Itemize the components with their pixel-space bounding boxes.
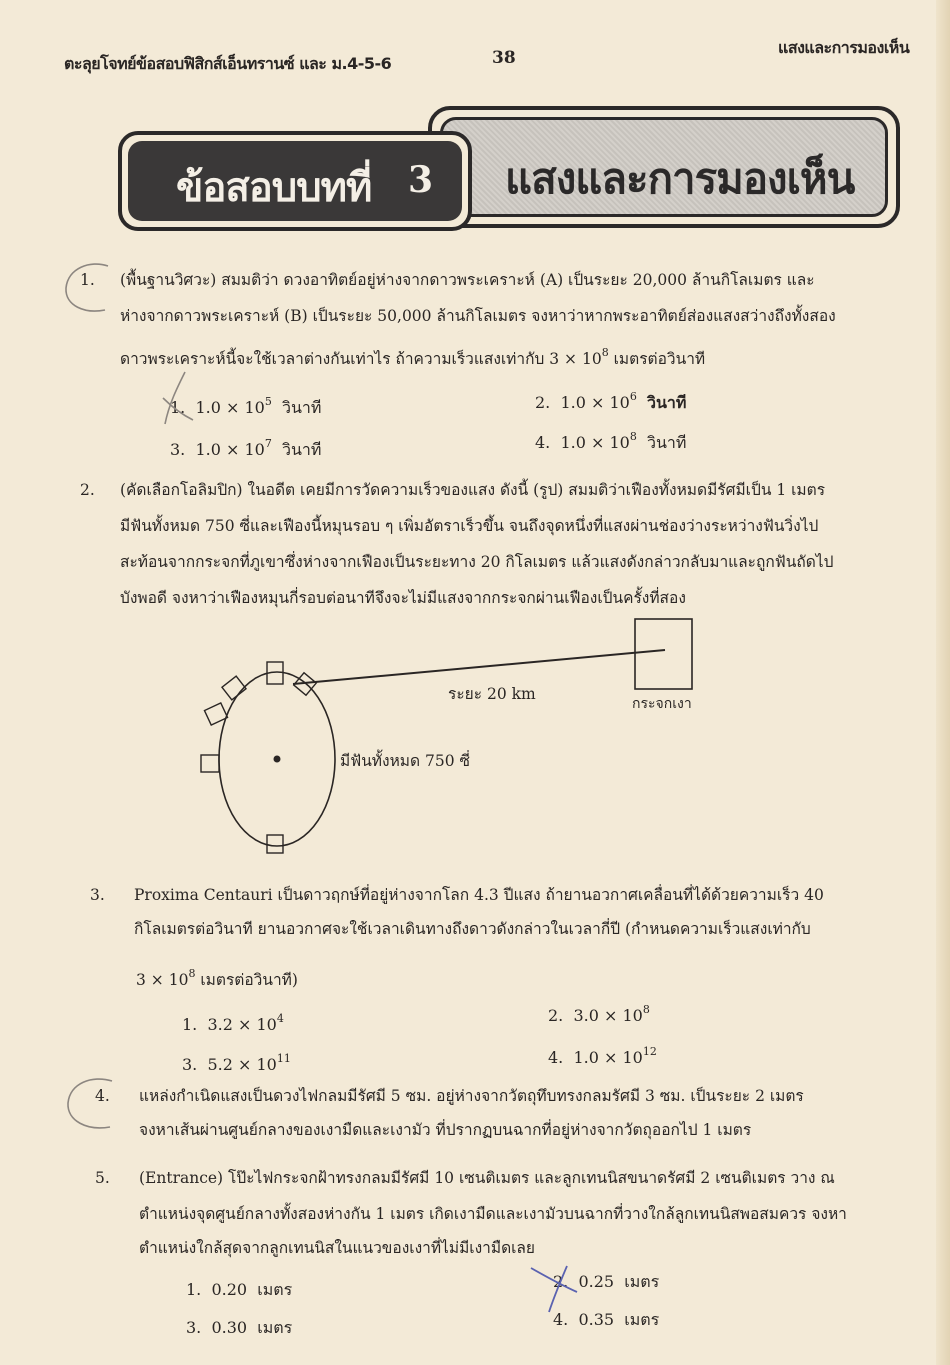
question-number: 3. [90,886,105,904]
q3-option-3[interactable]: 3. $5.2 \times 10^{11}$ [182,1052,291,1074]
chapter-title-banner-inner [440,117,888,217]
chapter-number-banner-inner [128,141,462,221]
q3-option-4[interactable]: 4. $1.0 \times 10^{12}$ [548,1045,657,1067]
q5-option-1[interactable]: 1. 0.20 เมตร [186,1280,293,1299]
question-number: 2. [80,481,95,499]
chapter-title-banner [428,106,900,228]
chapter-number-banner [118,131,472,231]
question-4 [95,1078,950,1158]
question-text-line: (คัดเลือกโอลิมปิก) ในอดีต เคยมีการวัดความเร็วของแสง ดังนี้ (รูป) สมมติว่าเฟืองทั้งหมดมีรัศมีเป็น 1 เมตร [120,481,826,499]
question-text-line: มีฟันทั้งหมด 750 ซี่และเฟืองนี้หมุนรอบ ๆ เพิ่มอัตราเร็วขึ้น จนถึงจุดหนึ่งที่แสงผ่านช่องว่างระหว่างฟันวิ่งไป [120,517,819,535]
chapter-number: 3 [408,159,434,201]
question-text-line: ตำแหน่งจุดศูนย์กลางทั้งสองห่างกัน 1 เมตร เกิดเงามืดและเงามัวบนฉากที่วางใกล้ลูกเทนนิสพอสมควร จงหา [139,1205,847,1223]
gear-mirror-diagram [195,610,715,860]
question-2 [80,472,950,622]
question-text-line: ตำแหน่งใกล้สุดจากลูกเทนนิสในแนวของเงาที่ไม่มีเงามืดเลย [139,1239,536,1257]
question-number: 1. [80,271,95,289]
question-text-line: ดาวพระเคราะห์นี้จะใช้เวลาต่างกันเท่าไร ถ้าความเร็วแสงเท่ากับ $3 \times 10^8$ เมตรต่อวินาที [120,346,706,368]
q5-option-2[interactable]: 2. 0.25 เมตร [553,1272,660,1291]
page-number: 38 [492,48,516,68]
chapter-title: แสงและการมองเห็น [505,154,855,203]
question-1 [80,262,940,462]
teeth-count-label: มีฟันทั้งหมด 750 ซี่ [340,752,471,770]
book-title: ตะลุยโจทย์ข้อสอบฟิสิกส์เอ็นทรานซ์ และ ม.4-5-6 [64,54,392,73]
question-3 [90,877,950,997]
running-chapter-title: แสงและการมองเห็น [778,38,910,57]
question-text-line: $3 \times 10^8$ เมตรต่อวินาที) [136,967,298,989]
q3-option-2[interactable]: 2. $3.0 \times 10^8$ [548,1003,650,1025]
q3-option-1[interactable]: 1. $3.2 \times 10^4$ [182,1012,284,1034]
question-text-line: ห่างจากดาวพระเคราะห์ (B) เป็นระยะ 50,000 ล้านกิโลเมตร จงหาว่าหากพระอาทิตย์ส่องแสงสว่างถึงทั้งสอง [120,307,836,325]
question-number: 5. [95,1169,110,1187]
question-5 [95,1160,950,1270]
distance-label: ระยะ 20 km [448,685,536,703]
question-text-line: บังพอดี จงหาว่าเฟืองหมุนกี่รอบต่อนาทีจึงจะไม่มีแสงจากกระจกผ่านเฟืองเป็นครั้งที่สอง [120,589,686,607]
q1-option-4[interactable]: 4. $1.0 \times 10^8$ วินาที [535,430,687,452]
chapter-label: ข้อสอบบทที่ [176,165,372,211]
q1-option-1[interactable]: 1. $1.0 \times 10^5$ วินาที [170,395,322,417]
question-text-line: (Entrance) โป๊ะไฟกระจกฝ้าทรงกลมมีรัศมี 10 เซนติเมตร และลูกเทนนิสขนาดรัศมี 2 เซนติเมตร วาง ณ [139,1169,835,1187]
question-text-line: จงหาเส้นผ่านศูนย์กลางของเงามืดและเงามัว ที่ปรากฏบนฉากที่อยู่ห่างจากวัตถุออกไป 1 เมตร [139,1121,752,1139]
question-text-line: กิโลเมตรต่อวินาที ยานอวกาศจะใช้เวลาเดินทางถึงดาวดังกล่าวในเวลากี่ปี (กำหนดความเร็วแสงเท่ากับ [134,920,811,938]
question-number: 4. [95,1087,110,1105]
mirror-label: กระจกเงา [632,696,692,712]
question-text-line: สะท้อนจากกระจกที่ภูเขาซึ่งห่างจากเฟืองเป็นระยะทาง 20 กิโลเมตร แล้วแสงดังกล่าวกลับมาและถูกฟันถัดไป [120,553,834,571]
q5-option-4[interactable]: 4. 0.35 เมตร [553,1310,660,1329]
q5-option-3[interactable]: 3. 0.30 เมตร [186,1318,293,1337]
question-text-line: (พื้นฐานวิศวะ) สมมติว่า ดวงอาทิตย์อยู่ห่างจากดาวพระเคราะห์ (A) เป็นระยะ 20,000 ล้านกิโลเมตร และ [120,271,815,289]
q1-option-2[interactable]: 2. $1.0 \times 10^6$ วินาที [535,390,687,412]
q1-option-3[interactable]: 3. $1.0 \times 10^7$ วินาที [170,437,322,459]
question-text-line: Proxima Centauri เป็นดาวฤกษ์ที่อยู่ห่างจากโลก 4.3 ปีแสง ถ้ายานอวกาศเคลื่อนที่ได้ด้วยความเร็ว 40 [134,886,824,904]
question-text-line: แหล่งกำเนิดแสงเป็นดวงไฟกลมมีรัศมี 5 ซม. อยู่ห่างจากวัตถุทึบทรงกลมรัศมี 3 ซม. เป็นระยะ 2 เมตร [139,1087,804,1105]
